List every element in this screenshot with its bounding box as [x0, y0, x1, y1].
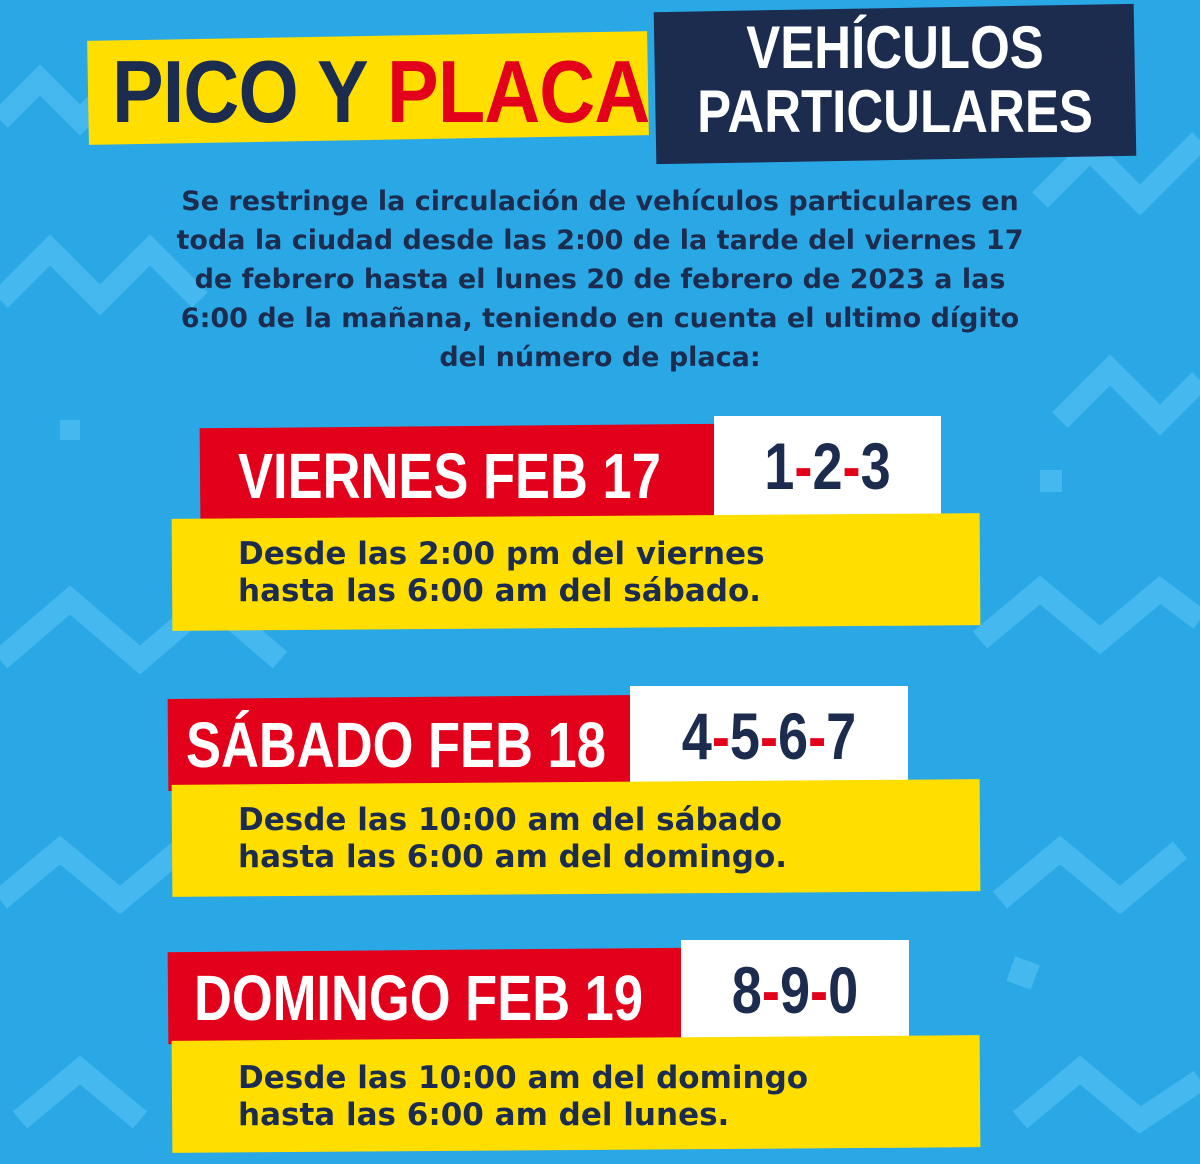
description-line: Desde las 10:00 am del sábado	[238, 802, 783, 838]
intro-paragraph	[100, 182, 1100, 377]
intro-line: del número de placa:	[439, 342, 761, 373]
page-title	[112, 40, 649, 144]
description-sunday	[238, 1060, 808, 1134]
plate-digits-friday: 1-2-3	[764, 429, 891, 503]
intro-line: toda la ciudad desde las 2:00 de la tarde del viernes 17	[176, 225, 1024, 256]
digit: 6	[778, 699, 809, 773]
category-line1: VEHÍCULOS	[746, 14, 1044, 81]
digit: 0	[828, 953, 859, 1027]
title-part1: PICO Y	[112, 42, 367, 141]
intro-line: 6:00 de la mañana, teniendo en cuenta el ultimo dígito	[180, 303, 1020, 334]
digit: 1	[764, 429, 795, 503]
plate-digits-sunday: 8-9-0	[731, 953, 859, 1027]
description-friday	[238, 536, 765, 610]
day-label-sunday: DOMINGO FEB 19	[194, 962, 644, 1034]
digit: 8	[731, 953, 762, 1027]
digit: 9	[779, 953, 811, 1027]
intro-line: de febrero hasta el lunes 20 de febrero de 2023 a las	[194, 264, 1006, 295]
digit: 3	[860, 429, 891, 503]
description-line: hasta las 6:00 am del lunes.	[238, 1097, 730, 1133]
digit: 7	[826, 699, 857, 773]
description-line: Desde las 10:00 am del domingo	[238, 1060, 809, 1096]
description-line: hasta las 6:00 am del domingo.	[238, 839, 788, 875]
digit: 4	[681, 699, 712, 773]
title-part2: PLACA	[387, 42, 650, 141]
description-line: Desde las 2:00 pm del viernes	[238, 536, 765, 572]
digit: 2	[812, 429, 843, 503]
description-line: hasta las 6:00 am del sábado.	[238, 573, 762, 609]
day-label-saturday: SÁBADO FEB 18	[186, 709, 606, 781]
intro-line: Se restringe la circulación de vehículos particulares en	[181, 186, 1019, 217]
plate-digits-saturday: 4-5-6-7	[681, 699, 857, 773]
category-line2: PARTICULARES	[697, 78, 1093, 145]
description-saturday	[238, 802, 787, 876]
category-label	[691, 16, 1099, 144]
day-label-friday: VIERNES FEB 17	[238, 440, 661, 512]
digit: 5	[729, 699, 760, 773]
